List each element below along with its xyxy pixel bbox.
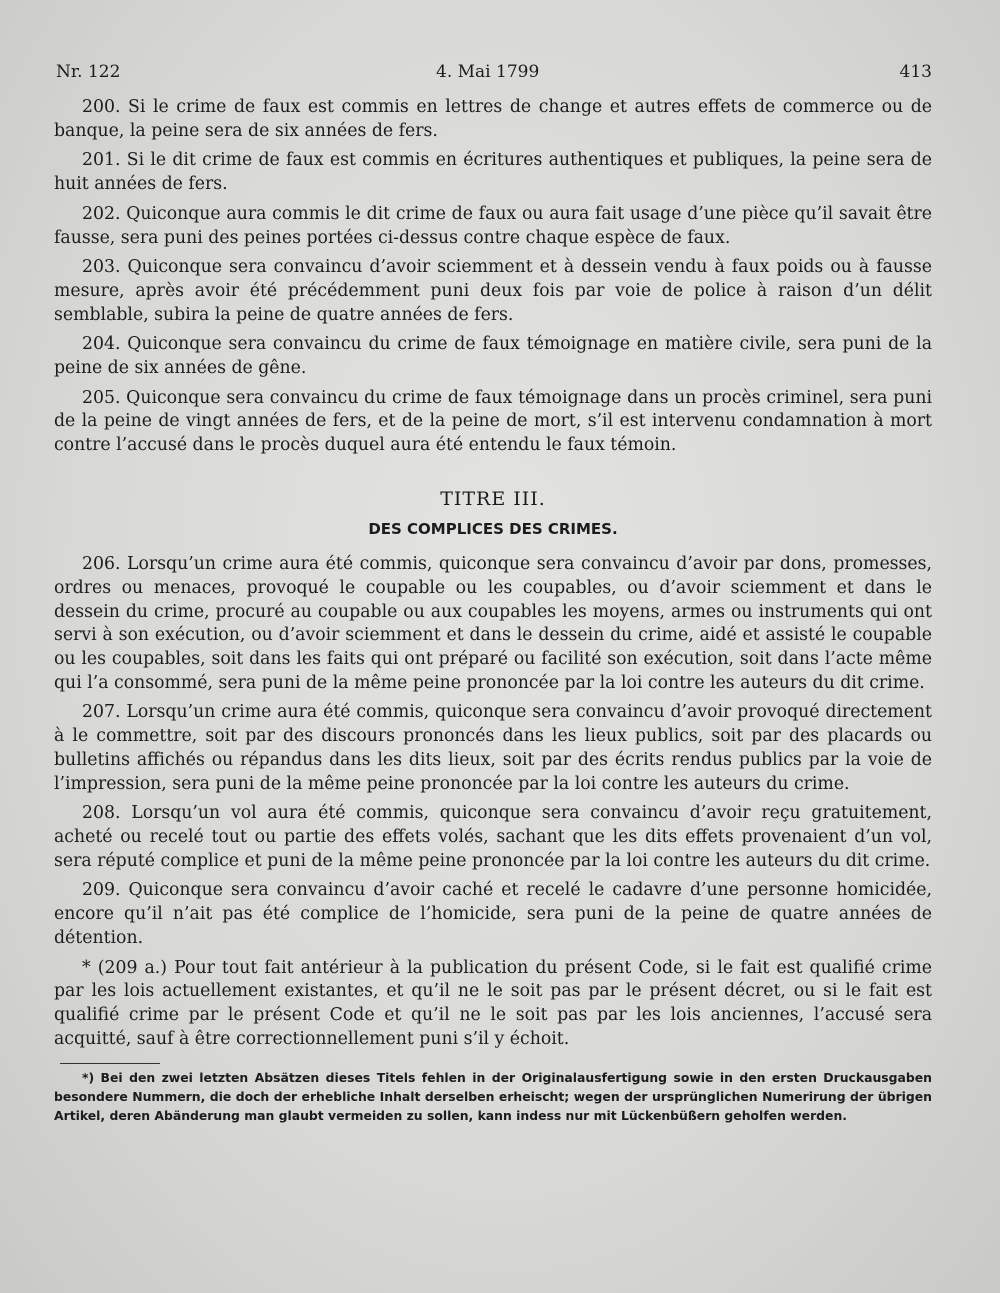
page-number: 413: [899, 62, 932, 82]
page-header: [56, 62, 932, 88]
article-205: 205. Quiconque sera convaincu du crime de faux témoignage dans un procès criminel, sera puni de la peine de vingt années de fers, et de la peine de mort, s’il est intervenu condamnation à mort contre l’accusé dans le procès duquel aura été entendu le faux témoin.: [54, 387, 932, 456]
article-200: 200. Si le crime de faux est commis en lettres de change et autres effets de commerce ou de banque, la peine sera de six années de fers.: [54, 97, 932, 141]
footnote: *) Bei den zwei letzten Absätzen dieses Titels fehlen in der Originalausfertigung sowie in den ersten Druckausgaben besondere Nummern, die doch der erhebliche Inhalt derselben erheischt; wegen der ursprünglichen Numerirung der übrigen Artikel, deren Abänderung man glaubt vermeiden zu sollen, kann indess nur mit Lückenbüßern geholfen werden.: [54, 1070, 932, 1124]
page-body: [54, 96, 932, 1125]
article-202: 202. Quiconque aura commis le dit crime de faux ou aura fait usage d’une pièce qu’il savait être fausse, sera puni des peines portées ci-dessus contre chaque espèce de faux.: [54, 203, 932, 248]
article-206: 206. Lorsqu’un crime aura été commis, quiconque sera convaincu d’avoir par dons, promesses, ordres ou menaces, provoqué le coupable ou les coupables, ou d’avoir sciemment et dans le dessein du crime, procuré au coupable ou aux coupables les moyens, armes ou instruments qui ont servi à son exécution, ou d’avoir sciemment et dans le dessein du crime, aidé et assisté le coupable ou les coupables, soit dans les faits qui ont préparé ou facilité son exécution, soit dans l’acte même qui l’a consommé, sera puni de la même peine prononcée par la loi contre les auteurs du dit crime.: [54, 554, 932, 693]
article-203: 203. Quiconque sera convaincu d’avoir sciemment et à dessein vendu à faux poids ou à fausse mesure, après avoir été précédemment puni deux fois par voie de police à raison d’un délit semblable, subira la peine de quatre années de fers.: [54, 257, 932, 325]
section-title: TITRE III.: [440, 487, 546, 510]
article-204: 204. Quiconque sera convaincu du crime de faux témoignage en matière civile, sera puni de la peine de six années de gêne.: [54, 334, 932, 379]
article-201: 201. Si le dit crime de faux est commis en écritures authentiques et publiques, la peine sera de huit années de fers.: [54, 150, 932, 195]
document-number: Nr. 122: [56, 62, 121, 82]
article-207: 207. Lorsqu’un crime aura été commis, quiconque sera convaincu d’avoir provoqué directement à le commettre, soit par des discours prononcés dans les lieux publics, soit par des placards ou bulletins affichés ou répandus dans les dits lieux, soit par des écrits rendus publics par la voie de l’impression, sera puni de la même peine prononcée par la loi contre les auteurs du crime.: [54, 702, 932, 794]
footnote-divider: [60, 1063, 160, 1064]
section-subtitle: DES COMPLICES DES CRIMES.: [368, 519, 618, 538]
document-date: 4. Mai 1799: [436, 62, 540, 82]
article-208: 208. Lorsqu’un vol aura été commis, quiconque sera convaincu d’avoir reçu gratuitement, acheté ou recelé tout ou partie des effets volés, sachant que les dits effets provenaient d’un vol, sera réputé complice et puni de la même peine prononcée par la loi contre les auteurs du dit crime.: [54, 803, 932, 871]
article-209a: * (209 a.) Pour tout fait antérieur à la publication du présent Code, si le fait est qualifié crime par les lois actuellement existantes, et qu’il ne le soit pas par le présent décret, ou si le fait est qualifié crime par le présent Code et qu’il ne le soit pas par les lois anciennes, l’accusé sera acquitté, sauf à être correctionnellement puni s’il y échoit.: [54, 957, 932, 1049]
article-209: 209. Quiconque sera convaincu d’avoir caché et recelé le cadavre d’une personne homicidée, encore qu’il n’ait pas été complice de l’homicide, sera puni de la peine de quatre années de détention.: [54, 880, 932, 948]
